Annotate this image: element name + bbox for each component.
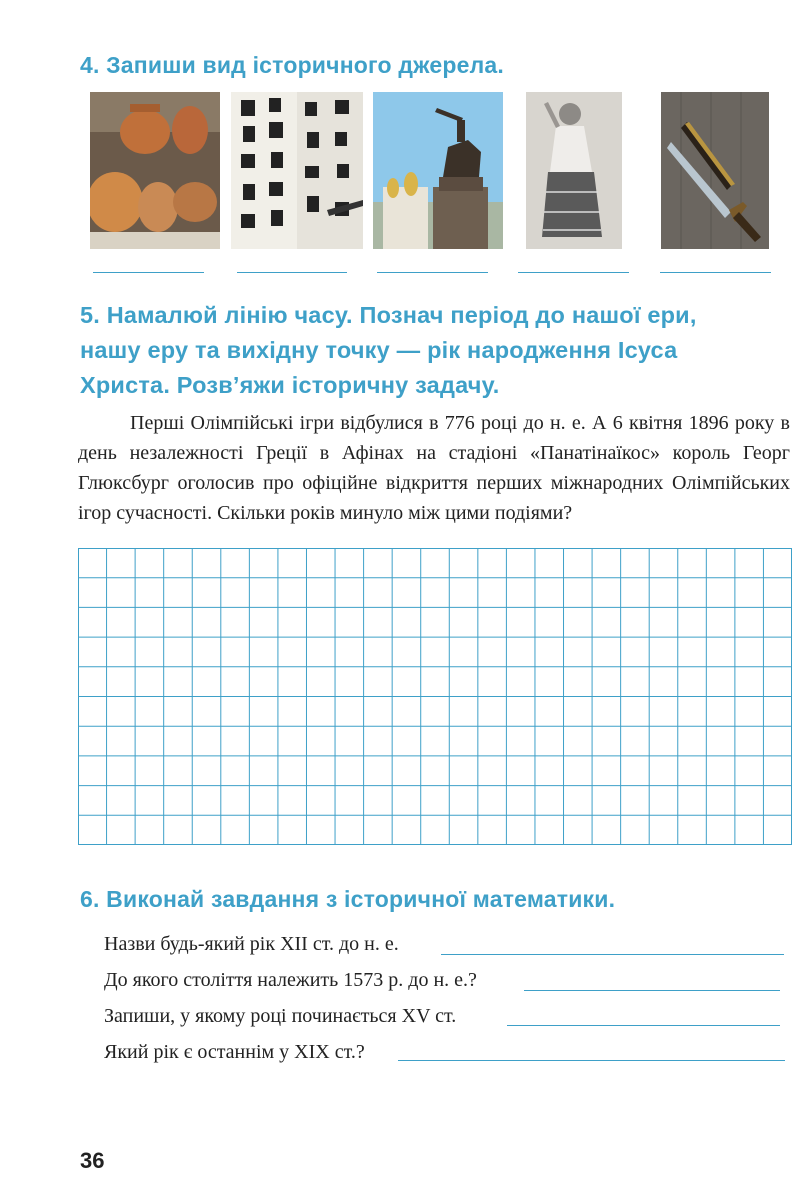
answer-line-task-4[interactable] [398, 1060, 785, 1061]
answer-line-task-2[interactable] [524, 990, 780, 991]
answer-line-2[interactable] [237, 272, 347, 273]
answer-line-task-1[interactable] [441, 954, 784, 955]
math-task-2: До якого століття належить 1573 р. до н. е.? [104, 969, 477, 991]
history-problem-text: Перші Олімпійські ігри відбулися в 776 році до н. е. А 6 квітня 1896 року в день незалежності Греції в Афінах на стадіоні «Панатінаїкос» король Георг Глюксбург оголосив про офіційне відкриття перших міжнародних Олімпійських ігор сучасності. Скільки років минуло між цими подіями? [78, 412, 790, 524]
ancient-dagger-photo [661, 92, 769, 249]
task-4-title: 4. Запиши вид історичного джерела. [80, 52, 504, 78]
folk-costume-woman-photo [526, 92, 622, 249]
answer-line-4[interactable] [518, 272, 629, 273]
math-task-4: Який рік є останнім у XIX ст.? [104, 1041, 365, 1063]
answer-line-task-3[interactable] [507, 1025, 780, 1026]
timeline-grid[interactable] [78, 548, 792, 845]
math-task-3: Запиши, у якому році починається XV ст. [104, 1005, 457, 1027]
answer-line-1[interactable] [93, 272, 204, 273]
task-6-title: 6. Виконай завдання з історичної математики. [80, 886, 616, 912]
chinese-calligraphy-photo [231, 92, 363, 249]
answer-line-5[interactable] [660, 272, 771, 273]
page-number: 36 [80, 1148, 105, 1173]
answer-line-3[interactable] [377, 272, 488, 273]
math-task-1: Назви будь-який рік XII ст. до н. е. [104, 933, 399, 955]
task-5-title: 5. Намалюй лінію часу. Познач період до нашої ери, нашу еру та вихідну точку — рік народження Ісуса Христа. Розв’яжи історичну задачу. [80, 302, 697, 398]
clay-pots-photo [90, 92, 220, 249]
equestrian-monument-photo [373, 92, 503, 249]
source-photos-row [0, 92, 809, 252]
